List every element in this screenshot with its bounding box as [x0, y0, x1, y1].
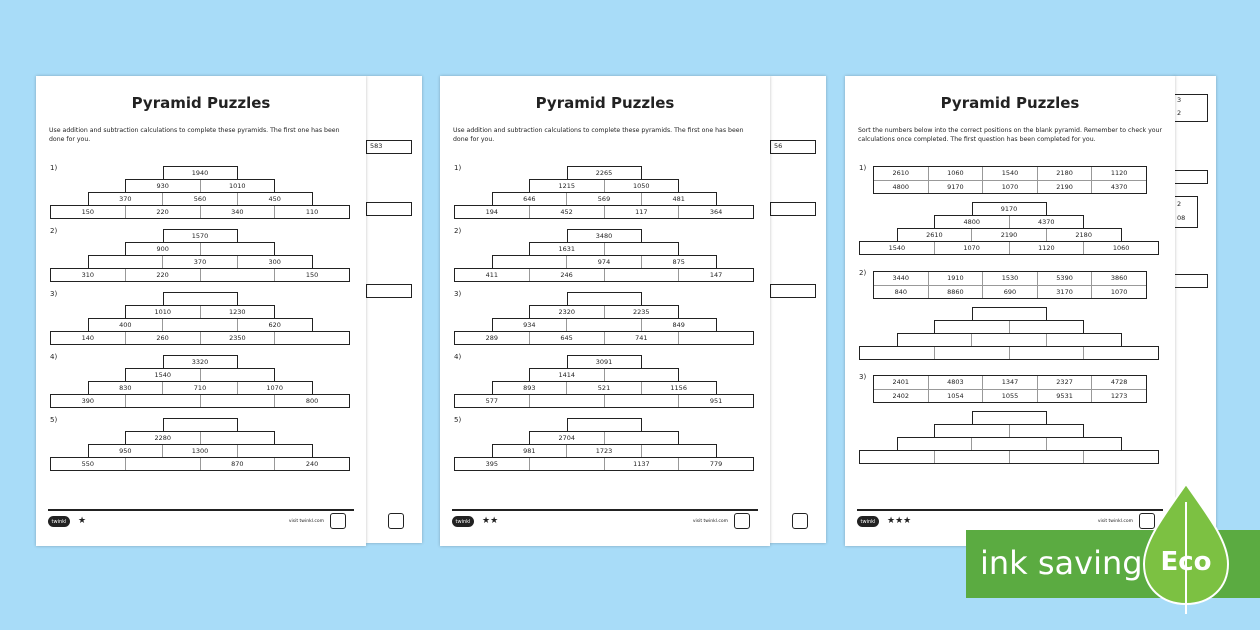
pyramid-cell[interactable]: 9170	[1000, 205, 1018, 213]
pyramid-cell[interactable]: 300	[237, 256, 312, 268]
pyramid-cell[interactable]: 2280	[154, 434, 172, 442]
footer-rule	[857, 509, 1163, 511]
pyramid-cell[interactable]: 1060	[1083, 242, 1158, 254]
instructions-text: Use addition and subtraction calculations to complete these pyramids. The first one has been done for you.	[49, 127, 340, 143]
pyramid-cell[interactable]: 1156	[641, 382, 716, 394]
number-list-cell: 2327	[1037, 376, 1092, 389]
pyramid-cell[interactable]	[934, 451, 1009, 463]
back-fragment: 3	[1177, 96, 1182, 104]
number-list-cell: 2190	[1037, 181, 1092, 194]
back-fragment: 2	[1177, 200, 1182, 208]
pyramid-row-3	[88, 192, 313, 206]
pyramid-row-4	[50, 394, 350, 408]
pyramid-cell[interactable]: 150	[274, 269, 349, 281]
pyramid-row-4	[50, 331, 350, 345]
pyramid-cell[interactable]: 1010	[154, 308, 172, 316]
pyramid-cell[interactable]	[1009, 451, 1084, 463]
pyramid-cell[interactable]: 779	[678, 458, 753, 470]
number-list-cell: 5390	[1037, 272, 1092, 285]
pyramid-cell[interactable]	[162, 319, 237, 331]
pyramid-row-4	[50, 205, 350, 219]
pyramid-cell[interactable]: 2235	[604, 306, 679, 318]
quality-seal-icon	[330, 513, 346, 529]
pyramid-row-3	[492, 444, 717, 458]
pyramid-row-1	[163, 355, 238, 369]
eco-leaf-icon	[1140, 482, 1232, 616]
number-list-cell: 3170	[1037, 286, 1092, 299]
pyramid-cell[interactable]: 934	[523, 321, 536, 329]
pyramid-row-1	[163, 292, 238, 306]
pyramid-row-1	[163, 166, 238, 180]
pyramid-cell[interactable]	[1083, 347, 1158, 359]
back-sheet-3	[1174, 76, 1216, 543]
pyramid-cell[interactable]	[274, 332, 349, 344]
pyramid-cell[interactable]	[200, 395, 275, 407]
pyramid-cell[interactable]: 981	[523, 447, 536, 455]
puzzle-number: 1)	[454, 164, 462, 172]
pyramid-row-1	[972, 411, 1047, 425]
pyramid-cell[interactable]: 117	[604, 206, 679, 218]
pyramid-cell[interactable]	[935, 321, 1009, 333]
pyramid-cell[interactable]: 2350	[200, 332, 275, 344]
pyramid-row-4	[859, 346, 1159, 360]
puzzle-number: 4)	[454, 353, 462, 361]
pyramid-row-4	[454, 331, 754, 345]
pyramid-cell[interactable]: 1540	[154, 371, 172, 379]
eco-badge-text: Eco	[1160, 547, 1212, 577]
number-list-cell: 9531	[1037, 390, 1092, 403]
pyramid-cell[interactable]: 1070	[237, 382, 312, 394]
pyramid-row-2	[529, 179, 679, 193]
pyramid-cell[interactable]	[164, 419, 237, 431]
pyramid-cell[interactable]	[164, 293, 237, 305]
back-seal-icon	[388, 513, 404, 529]
pyramid-cell[interactable]: 260	[125, 332, 200, 344]
pyramid-cell[interactable]: 289	[485, 334, 499, 342]
pyramid-cell[interactable]: 194	[485, 208, 499, 216]
pyramid-row-2	[125, 179, 275, 193]
pyramid-row-2	[529, 305, 679, 319]
twinkl-logo: twinkl	[48, 516, 70, 527]
pyramid-cell[interactable]: 521	[566, 382, 641, 394]
pyramid-cell[interactable]: 1137	[604, 458, 679, 470]
number-list-cell: 2180	[1037, 167, 1092, 180]
pyramid-cell[interactable]: 646	[523, 195, 536, 203]
pyramid-cell[interactable]	[1009, 347, 1084, 359]
pyramid-cell[interactable]: 1230	[200, 306, 275, 318]
pyramid-cell[interactable]	[973, 412, 1046, 424]
pyramid-cell[interactable]: 893	[523, 384, 536, 392]
pyramid-row-3	[88, 255, 313, 269]
pyramid-cell[interactable]	[971, 334, 1046, 346]
pyramid-row-1	[567, 292, 642, 306]
pyramid-cell[interactable]: 400	[119, 321, 132, 329]
pyramid-cell[interactable]	[529, 395, 604, 407]
puzzle-number: 1)	[859, 164, 867, 172]
pyramid-cell[interactable]	[1083, 451, 1158, 463]
pyramid-cell[interactable]: 741	[604, 332, 679, 344]
pyramid-cell[interactable]	[237, 445, 312, 457]
pyramid-row-3	[897, 228, 1122, 242]
number-list-cell: 1070	[1091, 286, 1146, 299]
pyramid-cell[interactable]: 147	[678, 269, 753, 281]
pyramid-cell[interactable]: 620	[237, 319, 312, 331]
pyramid-cell[interactable]	[971, 438, 1046, 450]
pyramid-cell[interactable]: 710	[162, 382, 237, 394]
number-list-cell: 1910	[928, 272, 983, 285]
pyramid-cell[interactable]	[1009, 425, 1084, 437]
number-list-row	[874, 272, 1146, 285]
footer-url: visit twinkl.com	[288, 519, 324, 524]
pyramid-row-1	[567, 355, 642, 369]
number-list-cell: 690	[982, 286, 1037, 299]
puzzle-number: 3)	[454, 290, 462, 298]
pyramid-cell[interactable]: 452	[529, 206, 604, 218]
pyramid-cell[interactable]	[529, 458, 604, 470]
pyramid-row-4	[50, 457, 350, 471]
puzzle-number: 5)	[454, 416, 462, 424]
pyramid-row-1	[567, 166, 642, 180]
back-sheet-1	[366, 76, 422, 543]
number-list-cell: 4370	[1091, 181, 1146, 194]
pyramid-cell[interactable]	[200, 432, 275, 444]
pyramid-cell[interactable]: 370	[119, 195, 132, 203]
pyramid-cell[interactable]: 310	[81, 271, 95, 279]
number-list-cell: 4800	[892, 182, 910, 191]
number-list-cell: 1054	[928, 390, 983, 403]
puzzle-number: 1)	[50, 164, 58, 172]
pyramid-row-2	[125, 242, 275, 256]
number-list-cell: 4728	[1091, 376, 1146, 389]
pyramid-row-2	[125, 368, 275, 382]
pyramid-cell[interactable]: 4370	[1009, 216, 1084, 228]
number-list-cell: 1060	[928, 167, 983, 180]
pyramid-cell[interactable]: 1414	[558, 371, 576, 379]
number-list-row	[874, 180, 1146, 194]
pyramid-row-4	[454, 268, 754, 282]
pyramid-cell[interactable]: 1940	[191, 169, 209, 177]
pyramid-cell[interactable]: 150	[81, 208, 95, 216]
pyramid-cell[interactable]: 220	[125, 269, 200, 281]
pyramid-cell[interactable]: 390	[81, 397, 95, 405]
pyramid-cell[interactable]: 1215	[558, 182, 576, 190]
pyramid-row-2	[529, 431, 679, 445]
pyramid-cell[interactable]: 364	[678, 206, 753, 218]
twinkl-logo: twinkl	[452, 516, 474, 527]
number-list-cell: 1070	[982, 181, 1037, 194]
number-list-cell: 2610	[892, 169, 910, 178]
puzzle-number: 3)	[50, 290, 58, 298]
pyramid-cell[interactable]: 1010	[200, 180, 275, 192]
pyramid-cell[interactable]: 110	[274, 206, 349, 218]
back-seal-icon	[792, 513, 808, 529]
pyramid-row-1	[567, 418, 642, 432]
number-list-cell: 1530	[982, 272, 1037, 285]
pyramid-cell[interactable]: 3480	[595, 232, 613, 240]
worksheet-3	[845, 76, 1175, 546]
pyramid-cell[interactable]: 550	[81, 460, 95, 468]
number-list-cell: 1120	[1091, 167, 1146, 180]
pyramid-row-1	[567, 229, 642, 243]
pyramid-cell[interactable]: 577	[485, 397, 499, 405]
puzzle-number: 3)	[859, 373, 867, 381]
pyramid-cell[interactable]: 411	[485, 271, 499, 279]
pyramid-row-3	[492, 255, 717, 269]
pyramid-cell[interactable]: 3091	[595, 358, 613, 366]
pyramid-cell[interactable]: 340	[200, 206, 275, 218]
puzzle-number: 2)	[859, 269, 867, 277]
puzzle-number: 2)	[50, 227, 58, 235]
pyramid-cell[interactable]	[678, 332, 753, 344]
pyramid-row-3	[88, 318, 313, 332]
puzzle-number: 2)	[454, 227, 462, 235]
pyramid-row-2	[934, 215, 1084, 229]
pyramid-cell[interactable]: 2180	[1046, 229, 1121, 241]
pyramid-row-4	[859, 241, 1159, 255]
pyramid-cell[interactable]: 246	[529, 269, 604, 281]
pyramid-row-4	[454, 457, 754, 471]
number-list-cell: 2402	[892, 391, 910, 400]
pyramid-cell[interactable]	[89, 256, 163, 268]
pyramid-row-1	[163, 418, 238, 432]
back-fragment: 583	[370, 142, 383, 150]
pyramid-cell[interactable]	[860, 347, 934, 359]
pyramid-row-3	[897, 333, 1122, 347]
page-title: Pyramid Puzzles	[131, 94, 271, 112]
number-list-cell: 8860	[928, 286, 983, 299]
pyramid-cell[interactable]: 1723	[566, 445, 641, 457]
footer-url: visit twinkl.com	[1097, 519, 1133, 524]
pyramid-cell[interactable]	[1009, 321, 1084, 333]
pyramid-cell[interactable]: 569	[566, 193, 641, 205]
difficulty-stars: ★★★	[887, 516, 912, 526]
page-title: Pyramid Puzzles	[940, 94, 1080, 112]
pyramid-cell[interactable]	[604, 432, 679, 444]
number-list-row	[874, 167, 1146, 180]
pyramid-cell[interactable]: 1050	[604, 180, 679, 192]
pyramid-cell[interactable]: 2320	[558, 308, 576, 316]
pyramid-cell[interactable]	[604, 395, 679, 407]
number-list-cell: 1055	[982, 390, 1037, 403]
pyramid-row-2	[125, 305, 275, 319]
pyramid-cell[interactable]: 3320	[191, 358, 209, 366]
worksheet-2	[440, 76, 770, 546]
pyramid-cell[interactable]: 450	[237, 193, 312, 205]
number-list	[873, 166, 1147, 194]
number-list-cell: 1273	[1091, 390, 1146, 403]
pyramid-cell[interactable]	[604, 269, 679, 281]
twinkl-logo: twinkl	[857, 516, 879, 527]
instructions-text: Use addition and subtraction calculations to complete these pyramids. The first one has been done for you.	[453, 127, 744, 143]
pyramid-cell[interactable]	[934, 347, 1009, 359]
pyramid-row-2	[125, 431, 275, 445]
pyramid-row-3	[492, 192, 717, 206]
pyramid-row-4	[859, 450, 1159, 464]
pyramid-cell[interactable]	[898, 438, 972, 450]
number-list-cell: 2401	[892, 378, 910, 387]
pyramid-cell[interactable]: 481	[641, 193, 716, 205]
pyramid-cell[interactable]: 870	[200, 458, 275, 470]
pyramid-row-3	[88, 444, 313, 458]
back-fragment: 56	[774, 142, 783, 150]
footer-url: visit twinkl.com	[692, 519, 728, 524]
pyramid-cell[interactable]: 951	[678, 395, 753, 407]
pyramid-cell[interactable]: 930	[156, 182, 169, 190]
back-sheet-2	[770, 76, 826, 543]
number-list-cell: 9170	[928, 181, 983, 194]
pyramid-cell[interactable]	[973, 308, 1046, 320]
pyramid-cell[interactable]	[493, 256, 567, 268]
number-list-cell: 1540	[982, 167, 1037, 180]
pyramid-cell[interactable]: 1070	[934, 242, 1009, 254]
back-fragment: 08	[1177, 214, 1186, 222]
pyramid-row-4	[50, 268, 350, 282]
pyramid-row-4	[454, 205, 754, 219]
pyramid-cell[interactable]	[641, 445, 716, 457]
pyramid-cell[interactable]	[568, 293, 641, 305]
pyramid-cell[interactable]: 1120	[1009, 242, 1084, 254]
pyramid-cell[interactable]: 974	[566, 256, 641, 268]
pyramid-row-3	[492, 381, 717, 395]
pyramid-cell[interactable]: 849	[641, 319, 716, 331]
pyramid-cell[interactable]: 830	[119, 384, 132, 392]
worksheet-1	[36, 76, 366, 546]
puzzle-number: 4)	[50, 353, 58, 361]
pyramid-cell[interactable]	[200, 243, 275, 255]
back-fragment: 2	[1177, 109, 1182, 117]
number-list-cell: 1347	[982, 376, 1037, 389]
pyramid-cell[interactable]: 4800	[963, 218, 981, 226]
pyramid-cell[interactable]: 560	[162, 193, 237, 205]
pyramid-row-1	[972, 307, 1047, 321]
pyramid-cell[interactable]	[860, 451, 934, 463]
pyramid-cell[interactable]	[566, 319, 641, 331]
pyramid-row-2	[934, 424, 1084, 438]
pyramid-cell[interactable]	[125, 458, 200, 470]
number-list-row	[874, 376, 1146, 389]
number-list-cell: 3860	[1091, 272, 1146, 285]
pyramid-cell[interactable]: 1540	[888, 244, 906, 252]
number-list-cell: 3440	[892, 274, 910, 283]
number-list	[873, 375, 1147, 403]
pyramid-cell[interactable]: 370	[162, 256, 237, 268]
pyramid-cell[interactable]	[125, 395, 200, 407]
quality-seal-icon	[734, 513, 750, 529]
difficulty-stars: ★	[78, 516, 87, 526]
pyramid-cell[interactable]: 140	[81, 334, 95, 342]
puzzle-number: 5)	[50, 416, 58, 424]
pyramid-cell[interactable]	[898, 334, 972, 346]
instructions-text: Sort the numbers below into the correct positions on the blank pyramid. Remember to check your calculations once completed. The first question has been completed for you.	[858, 127, 1162, 143]
pyramid-cell[interactable]: 2704	[558, 434, 576, 442]
pyramid-cell[interactable]	[604, 243, 679, 255]
pyramid-cell[interactable]: 900	[156, 245, 169, 253]
pyramid-cell[interactable]: 800	[274, 395, 349, 407]
pyramid-cell[interactable]	[604, 369, 679, 381]
number-list	[873, 271, 1147, 299]
pyramid-cell[interactable]: 240	[274, 458, 349, 470]
difficulty-stars: ★★	[482, 516, 499, 526]
number-list-cell: 840	[894, 287, 907, 296]
pyramid-row-3	[492, 318, 717, 332]
pyramid-cell[interactable]: 875	[641, 256, 716, 268]
footer-rule	[452, 509, 758, 511]
pyramid-cell[interactable]: 1631	[558, 245, 576, 253]
pyramid-cell[interactable]: 2190	[971, 229, 1046, 241]
pyramid-cell[interactable]: 220	[125, 206, 200, 218]
pyramid-row-2	[529, 368, 679, 382]
pyramid-cell[interactable]: 2265	[595, 169, 613, 177]
pyramid-cell[interactable]	[568, 419, 641, 431]
number-list-row	[874, 285, 1146, 299]
pyramid-row-3	[897, 437, 1122, 451]
pyramid-row-2	[529, 242, 679, 256]
pyramid-cell[interactable]: 395	[485, 460, 499, 468]
pyramid-row-1	[972, 202, 1047, 216]
pyramid-row-4	[454, 394, 754, 408]
pyramid-cell[interactable]	[1046, 438, 1121, 450]
pyramid-cell[interactable]: 950	[119, 447, 132, 455]
pyramid-row-2	[934, 320, 1084, 334]
pyramid-cell[interactable]: 1300	[162, 445, 237, 457]
banner-text: ink saving	[980, 544, 1143, 582]
pyramid-cell[interactable]: 645	[529, 332, 604, 344]
pyramid-cell[interactable]: 1570	[191, 232, 209, 240]
pyramid-cell[interactable]	[200, 269, 275, 281]
pyramid-cell[interactable]: 2610	[926, 231, 943, 239]
pyramid-cell[interactable]	[1046, 334, 1121, 346]
pyramid-row-1	[163, 229, 238, 243]
pyramid-row-3	[88, 381, 313, 395]
number-list-cell: 4803	[928, 376, 983, 389]
number-list-row	[874, 389, 1146, 403]
footer-rule	[48, 509, 354, 511]
page-title: Pyramid Puzzles	[535, 94, 675, 112]
pyramid-cell[interactable]	[935, 425, 1009, 437]
pyramid-cell[interactable]	[200, 369, 275, 381]
